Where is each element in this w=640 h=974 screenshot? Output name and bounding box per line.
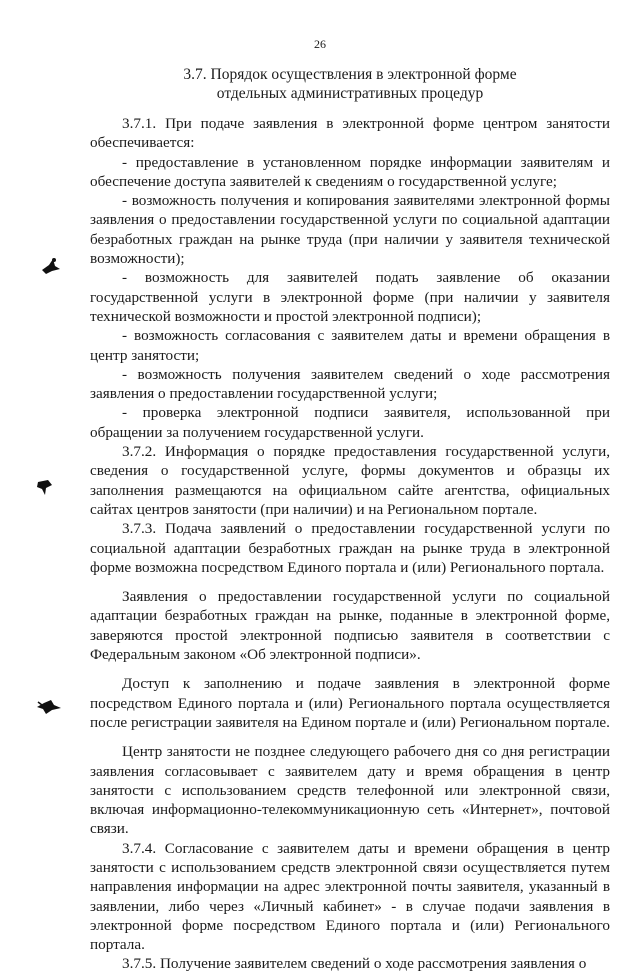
section-heading: [90, 65, 610, 103]
paragraph-3-7-3: 3.7.3. Подача заявлений о предоставлении государственной услуги по социальной адаптации безработных граждан на рынке труда в электронной форме возможна посредством Единого портала и (или) Регионального портала.: [90, 520, 610, 576]
paragraph: Доступ к заполнению и подаче заявления в электронной форме посредством Единого портала и (или) Регионального портала осуществляется после регистрации заявителя на Едином портале и (или) Региональном портале.: [90, 675, 610, 731]
page-number: 26: [314, 37, 326, 51]
paragraph: Заявления о предоставлении государственной услуги по социальной адаптации безработных граждан на рынке, поданные в электронной форме, заверяются простой электронной подписью заявителя в соответствии с Федеральным законом «Об электронной подписи».: [90, 588, 610, 664]
list-item: - возможность согласования с заявителем даты и времени обращения в центр занятости;: [90, 327, 610, 364]
list-item: - предоставление в установленном порядке информации заявителям и обеспечение доступа заявителей к сведениям о государственной услуге;: [90, 153, 610, 190]
body-text: [90, 114, 610, 974]
paragraph: Центр занятости не позднее следующего рабочего дня со дня регистрации заявления согласовывает с заявителем дату и время обращения в центр занятости с использованием средств телефонной или электронной связи, включая информационно-телекоммуникационную сеть «Интернет», почтовой связи.: [90, 743, 610, 838]
list-item: - возможность получения и копирования заявителями электронной формы заявления о предоставлении государственной услуги по социальной адаптации безработных граждан на рынке труда (при наличии у заявителя технической возможности);: [90, 192, 610, 268]
scan-mark-icon: [40, 256, 62, 276]
list-item: - проверка электронной подписи заявителя, использованной при обращении за получением государственной услуги.: [90, 404, 610, 441]
section-heading-line-2: отдельных административных процедур: [216, 85, 484, 102]
section-heading-line-1: 3.7. Порядок осуществления в электронной форме: [183, 66, 517, 83]
list-item: - возможность получения заявителем сведений о ходе рассмотрения заявления о предоставлении государственной услуги;: [90, 365, 610, 403]
paragraph-3-7-1: 3.7.1. При подаче заявления в электронной форме центром занятости обеспечивается:: [90, 115, 610, 152]
list-item: - возможность для заявителей подать заявление об оказании государственной услуги в электронной форме (при наличии у заявителя технической возможности и простой электронной подписи);: [90, 269, 610, 325]
paragraph-3-7-5: 3.7.5. Получение заявителем сведений о ходе рассмотрения заявления о: [122, 955, 587, 973]
scan-mark-icon: [36, 478, 54, 498]
scan-mark-icon: [36, 698, 62, 716]
paragraph-3-7-2: 3.7.2. Информация о порядке предоставления государственной услуги, сведения о государственной услуге, формы документов и образцы их заполнения размещаются на официальном сайте агентства, официальных сайтах центров занятости (при наличии) и на Региональном портале.: [90, 443, 610, 518]
paragraph-3-7-4: 3.7.4. Согласование с заявителем даты и времени обращения в центр занятости с использованием средств электронной связи осуществляется путем направления информации на адрес электронной почты заявителя, указанный в заявлении, либо через «Личный кабинет» - в случае подачи заявления в электронной форме посредством Единого портала и (или) Регионального портала.: [90, 839, 610, 954]
